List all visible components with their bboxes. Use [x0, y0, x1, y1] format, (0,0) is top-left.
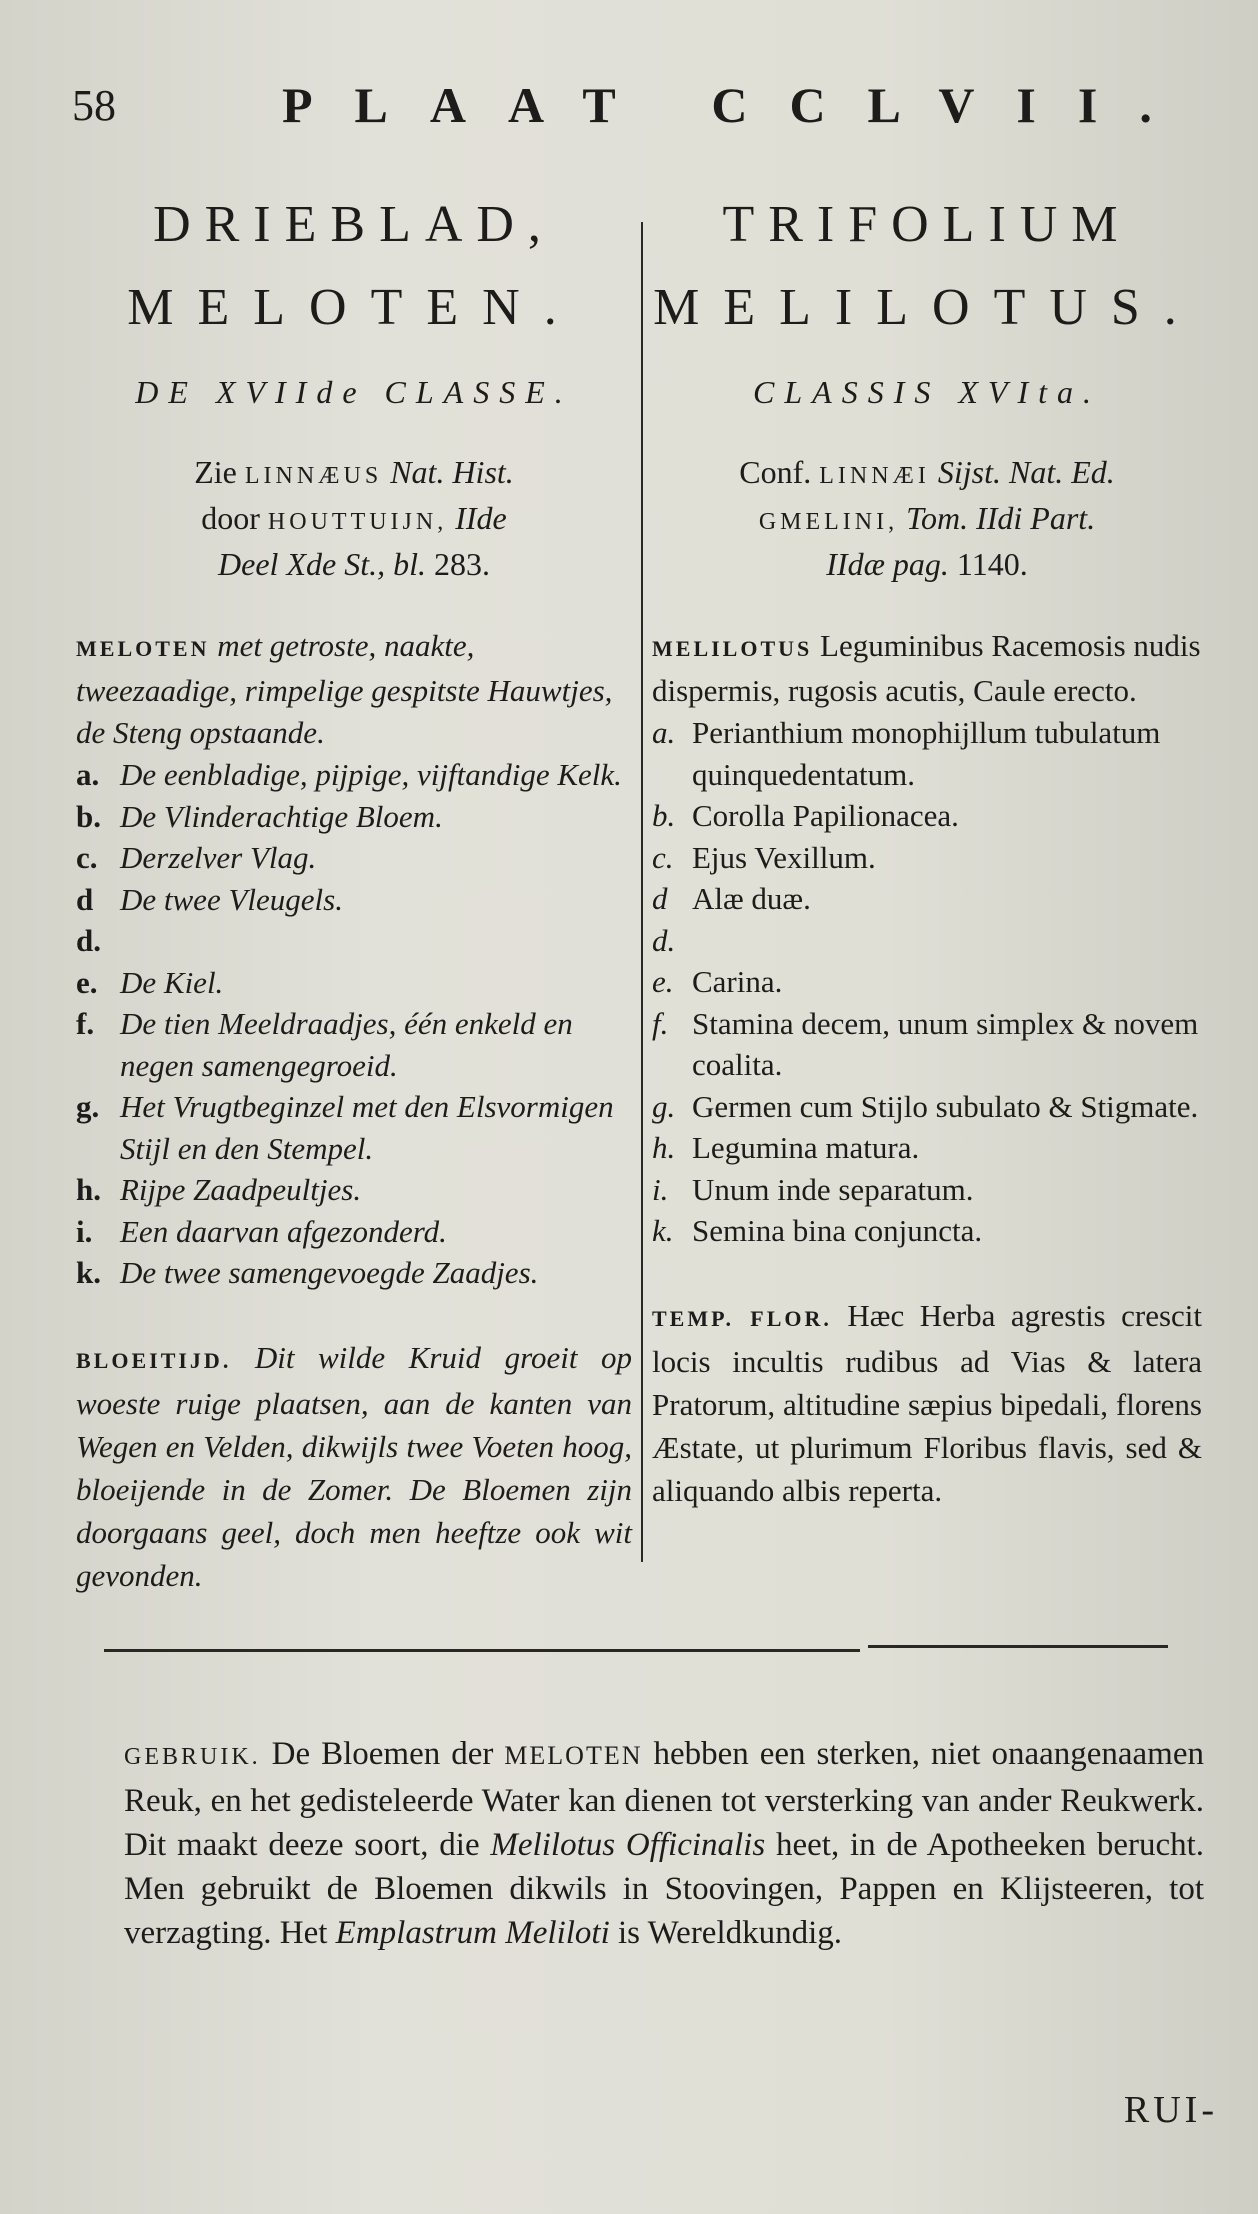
- catchword: RUI-: [1123, 2089, 1218, 2131]
- part-key: c.: [76, 840, 98, 875]
- list-item: [652, 1169, 1202, 1211]
- page-number: 58: [72, 81, 116, 130]
- part-key: k.: [652, 1213, 674, 1248]
- part-text: Legumina matura.: [692, 1130, 920, 1165]
- part-key: b.: [652, 798, 676, 833]
- ref-iide: IIde: [455, 500, 507, 536]
- ref-linnaeus: LINNÆUS: [244, 463, 383, 489]
- part-text: Semina bina conjuncta.: [692, 1213, 983, 1248]
- ref-linnaei: LINNÆI: [819, 463, 930, 489]
- section-rule-left: [104, 1649, 860, 1652]
- part-key: e.: [652, 964, 674, 999]
- list-item: [76, 962, 632, 1004]
- latin-reference: [652, 451, 1202, 585]
- dutch-title-line1: DRIEBLAD,: [153, 196, 555, 253]
- list-item: [76, 1003, 632, 1086]
- part-text: De twee Vleugels.: [120, 881, 343, 917]
- list-item: [652, 712, 1202, 795]
- part-key: d d.: [76, 881, 101, 958]
- list-item: [652, 878, 1202, 961]
- list-item: [76, 754, 632, 796]
- latin-flowering: [652, 1294, 1202, 1512]
- usage-text-2: hebben een sterken, niet onaangenaamen Reuk, en het gedisteleerde Water kan dienen tot versterking van ander Reukwerk. Dit maakt deeze soort, die: [124, 1736, 1204, 1863]
- ref-deel: Deel Xde St., bl.: [218, 546, 426, 582]
- list-item: [76, 796, 632, 838]
- dutch-desc-body: met getroste, naakte, tweezaadige, rimpelige gespitste Hauwtjes, de Steng opstaande.: [76, 628, 613, 750]
- ref-sijst: Sijst. Nat. Ed.: [937, 454, 1115, 490]
- ref-page: 283.: [433, 546, 490, 582]
- part-text: Germen cum Stijlo subulato & Stigmate.: [692, 1088, 1199, 1124]
- dutch-flowering-body: Dit wilde Kruid groeit op woeste ruige plaatsen, aan de kanten van Wegen en Velden, dikwijls twee Voeten hoog, bloeijende in de Zomer. De Bloemen zijn doorgaans geel, doch men heeftze ook wit gevonden.: [76, 1339, 632, 1593]
- ref-iidae: IIdæ pag.: [826, 546, 949, 582]
- list-item: [652, 837, 1202, 879]
- part-key: a.: [76, 757, 100, 792]
- latin-description: [652, 625, 1202, 712]
- latin-parts-list: [652, 712, 1202, 1252]
- list-item: [76, 1169, 632, 1211]
- list-item: [652, 961, 1202, 1003]
- latin-title-line2: MELILOTUS.: [653, 279, 1201, 336]
- dutch-flowering-head: BLOEITIJD.: [76, 1347, 232, 1373]
- part-key: i.: [652, 1171, 669, 1207]
- part-text: De eenbladige, pijpige, vijftandige Kelk.: [120, 757, 622, 792]
- part-key: b.: [76, 798, 101, 834]
- usage-emplastrum: Emplastrum Meliloti: [335, 1915, 610, 1951]
- dutch-column: [76, 190, 632, 1597]
- usage-head: GEBRUIK.: [124, 1744, 261, 1770]
- dutch-description: [76, 625, 632, 754]
- list-item: [76, 879, 632, 962]
- usage-text-4: is Wereldkundig.: [618, 1915, 843, 1951]
- ref-door: door: [201, 500, 260, 536]
- part-key: g.: [652, 1088, 676, 1124]
- list-item: [76, 1252, 632, 1294]
- ref-tom: Tom. IIdi Part.: [906, 500, 1096, 536]
- usage-text-3: heet, in de Apotheeken berucht. Men gebruikt de Bloemen dikwils in Stoovingen, Pappen en Klijsteeren, tot verzagting. Het: [124, 1827, 1205, 1951]
- ref-gmelini: GMELINI,: [758, 509, 899, 535]
- part-key: k.: [76, 1255, 101, 1290]
- list-item: [652, 1127, 1202, 1169]
- latin-desc-body: Leguminibus Racemosis nudis dispermis, rugosis acutis, Caule erecto.: [652, 628, 1201, 708]
- list-item: [652, 795, 1202, 837]
- part-key: c.: [652, 839, 674, 875]
- part-key: h.: [652, 1130, 676, 1165]
- part-key: a.: [652, 715, 676, 750]
- part-text: De Vlinderachtige Bloem.: [120, 798, 443, 834]
- part-key: f.: [76, 1006, 95, 1041]
- part-text: Corolla Papilionacea.: [692, 798, 959, 833]
- part-key: d d.: [652, 881, 676, 958]
- part-key: i.: [76, 1213, 93, 1249]
- ref-conf: Conf.: [739, 454, 812, 490]
- plate-title: PLAAT CCLVII.: [282, 77, 1194, 133]
- list-item: [652, 1210, 1202, 1252]
- part-text: Carina.: [692, 964, 783, 999]
- list-item: [652, 1086, 1202, 1128]
- column-divider: [641, 222, 643, 1562]
- list-item: [76, 1086, 632, 1169]
- list-item: [76, 837, 632, 879]
- list-item: [76, 1211, 632, 1253]
- part-text: Het Vrugtbeginzel met den Elsvormigen Stijl en den Stempel.: [120, 1089, 614, 1166]
- part-text: De Kiel.: [120, 964, 224, 1000]
- part-text: Ejus Vexillum.: [692, 839, 876, 875]
- latin-column: [652, 190, 1202, 1512]
- ref-houttuijn: HOUTTUIJN,: [267, 509, 448, 535]
- part-text: De twee samengevoegde Zaadjes.: [120, 1255, 539, 1290]
- latin-flowering-head: TEMP. FLOR.: [652, 1305, 832, 1331]
- part-text: De tien Meeldraadjes, één enkeld en negen samengegroeid.: [120, 1006, 573, 1083]
- part-text: Unum inde separatum.: [692, 1171, 974, 1207]
- dutch-title-line2: MELOTEN.: [127, 279, 581, 336]
- list-item: [652, 1003, 1202, 1086]
- latin-title-line1: TRIFOLIUM: [722, 196, 1132, 253]
- part-key: g.: [76, 1089, 100, 1124]
- page-header: [72, 68, 1198, 138]
- part-key: h.: [76, 1172, 101, 1207]
- latin-class: CLASSIS XVIta.: [753, 374, 1101, 410]
- part-text: Een daarvan afgezonderd.: [120, 1213, 447, 1249]
- usage-text-1: De Bloemen der: [271, 1736, 494, 1772]
- ref-pag: 1140.: [956, 546, 1028, 582]
- section-rule-right: [868, 1645, 1168, 1648]
- latin-desc-head: MELILOTUS: [652, 636, 813, 661]
- part-text: Stamina decem, unum simplex & novem coalita.: [692, 1005, 1199, 1082]
- usage-paragraph: [124, 1732, 1204, 1955]
- ref-nat-hist: Nat. Hist.: [390, 454, 514, 490]
- part-key: f.: [652, 1005, 669, 1041]
- usage-melilotus-officinalis: Melilotus Officinalis: [490, 1827, 766, 1863]
- part-text: Alæ duæ.: [692, 881, 811, 916]
- part-text: Rijpe Zaadpeultjes.: [120, 1172, 362, 1207]
- part-key: e.: [76, 964, 98, 1000]
- usage-meloten: MELOTEN: [504, 1741, 643, 1770]
- dutch-class: DE XVIIde CLASSE.: [135, 374, 573, 410]
- dutch-desc-head: MELOTEN: [76, 636, 210, 661]
- dutch-reference: [76, 451, 632, 585]
- dutch-parts-list: [76, 754, 632, 1294]
- dutch-flowering: [76, 1336, 632, 1597]
- part-text: Derzelver Vlag.: [120, 840, 317, 875]
- latin-flowering-body: Hæc Herba agrestis crescit locis incultis rudibus ad Vias & latera Pratorum, altitudine sæpius bipedali, florens Æstate, ut plurimum Floribus flavis, sed & aliquando albis reperta.: [652, 1297, 1203, 1508]
- ref-zie: Zie: [194, 454, 237, 490]
- part-text: Perianthium monophijllum tubulatum quinquedentatum.: [692, 715, 1161, 792]
